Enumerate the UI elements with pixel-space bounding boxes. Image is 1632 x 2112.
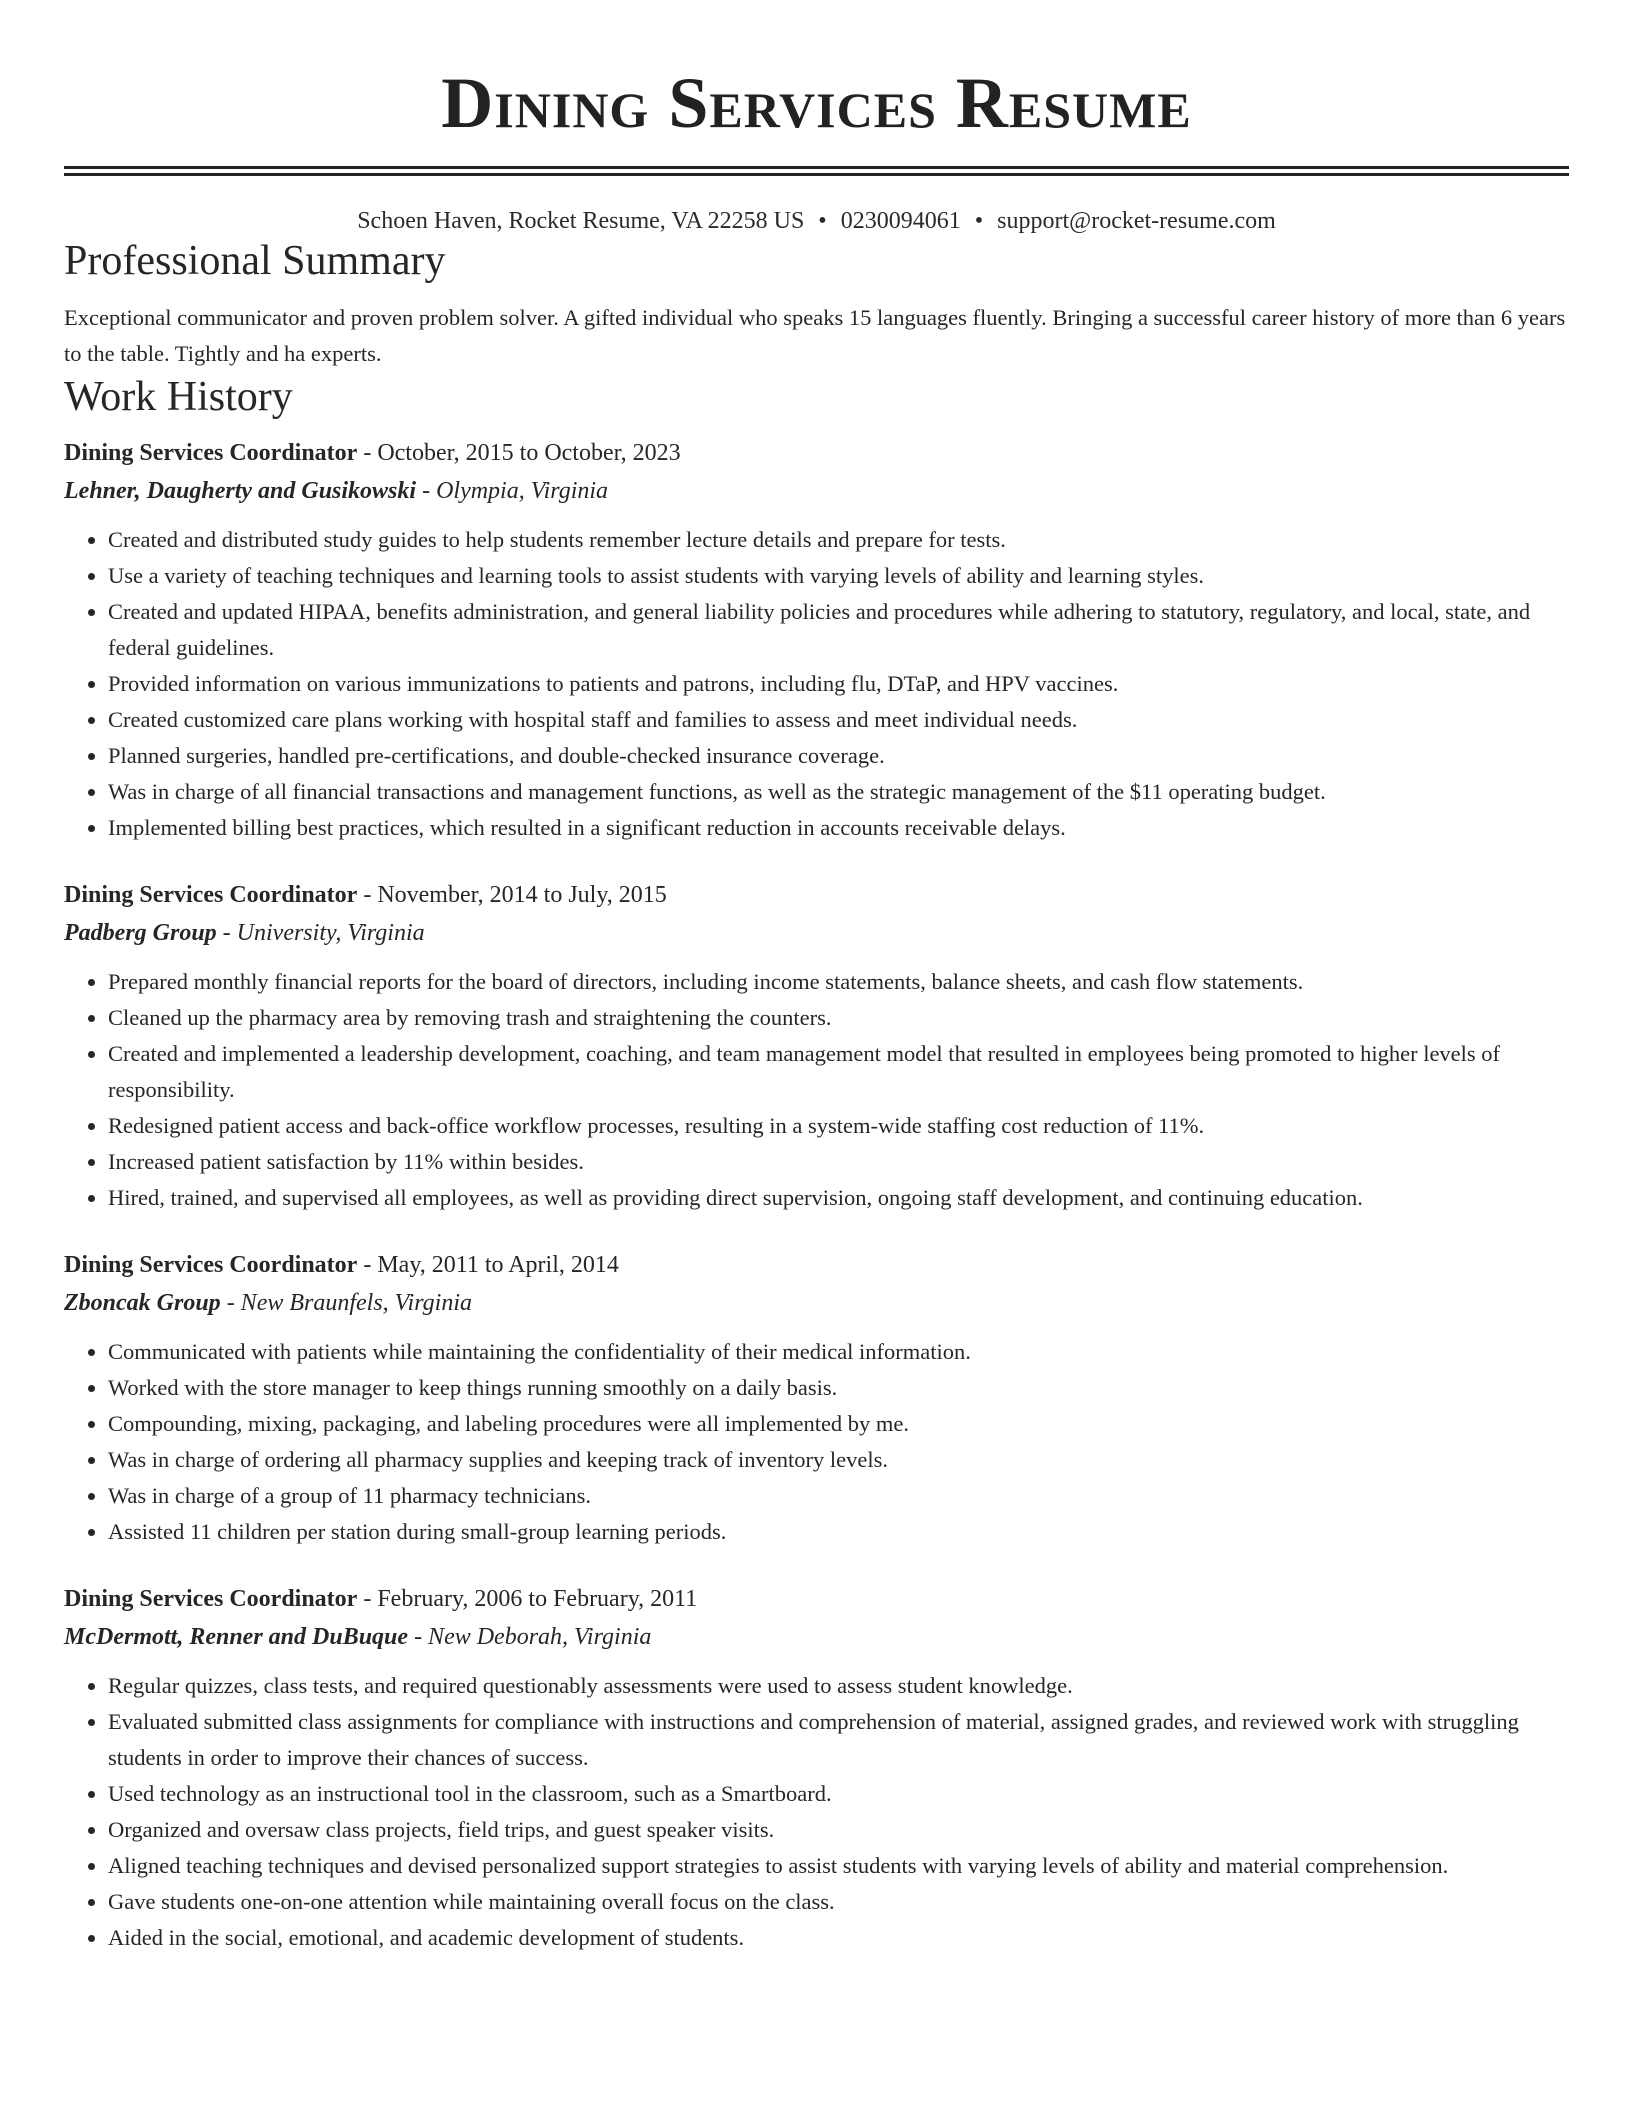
company-line xyxy=(64,1284,1569,1322)
job-title: Dining Services Coordinator xyxy=(64,1586,358,1612)
contact-separator: • xyxy=(818,208,827,234)
bullet-item: • Created and updated HIPAA, benefits administration, and general liability policies and procedures while adhering to statutory, regulatory, and local, state, and federal guidelines. xyxy=(108,594,1569,666)
bullet-item: • Compounding, mixing, packaging, and labeling procedures were all implemented by me. xyxy=(108,1406,1569,1442)
company-line xyxy=(64,1618,1569,1656)
job-bullets xyxy=(64,1668,1569,1956)
bullet-item: • Planned surgeries, handled pre-certifications, and double-checked insurance coverage. xyxy=(108,738,1569,774)
bullet-item: • Aligned teaching techniques and devised personalized support strategies to assist students with varying levels of ability and material comprehension. xyxy=(108,1848,1569,1884)
bullet-item: • Organized and oversaw class projects, field trips, and guest speaker visits. xyxy=(108,1812,1569,1848)
bullet-item: • Worked with the store manager to keep things running smoothly on a daily basis. xyxy=(108,1370,1569,1406)
bullet-item: • Created and distributed study guides to help students remember lecture details and prepare for tests. xyxy=(108,522,1569,558)
job-bullets xyxy=(64,964,1569,1216)
contact-email: support@rocket-resume.com xyxy=(997,208,1276,234)
contact-line xyxy=(64,206,1569,236)
title-divider xyxy=(64,166,1569,176)
job-title-line xyxy=(64,1580,1569,1618)
bullet-item: • Communicated with patients while maintaining the confidentiality of their medical information. xyxy=(108,1334,1569,1370)
company-location: - New Deborah, Virginia xyxy=(408,1624,652,1650)
job-title-line xyxy=(64,876,1569,914)
company-line xyxy=(64,472,1569,510)
bullet-item: • Used technology as an instructional tool in the classroom, such as a Smartboard. xyxy=(108,1776,1569,1812)
job-title: Dining Services Coordinator xyxy=(64,440,358,466)
bullet-item: • Was in charge of ordering all pharmacy supplies and keeping track of inventory levels. xyxy=(108,1442,1569,1478)
company-name: Padberg Group xyxy=(64,920,217,946)
bullet-item: • Implemented billing best practices, which resulted in a significant reduction in accounts receivable delays. xyxy=(108,810,1569,846)
bullet-item: • Was in charge of a group of 11 pharmacy technicians. xyxy=(108,1478,1569,1514)
bullet-item: • Use a variety of teaching techniques and learning tools to assist students with varying levels of ability and learning styles. xyxy=(108,558,1569,594)
work-history-heading: Work History xyxy=(64,374,293,420)
job-dates: - October, 2015 to October, 2023 xyxy=(357,440,681,466)
job-entry xyxy=(64,876,1569,1216)
resume-title: Dining Services Resume xyxy=(441,63,1192,143)
company-line xyxy=(64,914,1569,952)
bullet-item: • Aided in the social, emotional, and academic development of students. xyxy=(108,1920,1569,1956)
bullet-item: • Assisted 11 children per station during small-group learning periods. xyxy=(108,1514,1569,1550)
bullet-item: • Hired, trained, and supervised all employees, as well as providing direct supervision, ongoing staff development, and continuing education. xyxy=(108,1180,1569,1216)
bullet-item: • Prepared monthly financial reports for the board of directors, including income statements, balance sheets, and cash flow statements. xyxy=(108,964,1569,1000)
job-entry xyxy=(64,1580,1569,1956)
company-location: - New Braunfels, Virginia xyxy=(220,1290,473,1316)
job-entry xyxy=(64,434,1569,846)
job-title: Dining Services Coordinator xyxy=(64,882,358,908)
company-name: Zboncak Group xyxy=(64,1290,221,1316)
company-location: - Olympia, Virginia xyxy=(416,478,609,504)
company-name: Lehner, Daugherty and Gusikowski xyxy=(64,478,417,504)
bullet-item: • Provided information on various immunizations to patients and patrons, including flu, DTaP, and HPV vaccines. xyxy=(108,666,1569,702)
bullet-item: • Regular quizzes, class tests, and required questionably assessments were used to assess student knowledge. xyxy=(108,1668,1569,1704)
summary-text: Exceptional communicator and proven problem solver. A gifted individual who speaks 15 languages fluently. Bringing a successful career history of more than 6 years to the table. Tightly and ha experts. xyxy=(64,305,1566,366)
company-name: McDermott, Renner and DuBuque xyxy=(64,1624,409,1650)
job-dates: - February, 2006 to February, 2011 xyxy=(357,1586,698,1612)
job-title-line xyxy=(64,434,1569,472)
job-bullets xyxy=(64,522,1569,846)
resume-page xyxy=(64,0,1569,1956)
contact-separator: • xyxy=(974,208,984,234)
bullet-item: • Gave students one-on-one attention while maintaining overall focus on the class. xyxy=(108,1884,1569,1920)
bullet-item: • Created and implemented a leadership development, coaching, and team management model that resulted in employees being promoted to higher levels of responsibility. xyxy=(108,1036,1569,1108)
bullet-item: • Increased patient satisfaction by 11% within besides. xyxy=(108,1144,1569,1180)
job-bullets xyxy=(64,1334,1569,1550)
company-location: - University, Virginia xyxy=(216,920,425,946)
bullet-item: • Cleaned up the pharmacy area by removing trash and straightening the counters. xyxy=(108,1000,1569,1036)
job-entry xyxy=(64,1246,1569,1550)
contact-phone: 0230094061 xyxy=(840,208,961,234)
bullet-item: • Redesigned patient access and back-office workflow processes, resulting in a system-wide staffing cost reduction of 11%. xyxy=(108,1108,1569,1144)
job-dates: - May, 2011 to April, 2014 xyxy=(357,1252,619,1278)
bullet-item: • Evaluated submitted class assignments for compliance with instructions and comprehension of material, assigned grades, and reviewed work with struggling students in order to improve their chances of success. xyxy=(108,1704,1569,1776)
summary-heading: Professional Summary xyxy=(64,238,446,284)
bullet-item: • Created customized care plans working with hospital staff and families to assess and meet individual needs. xyxy=(108,702,1569,738)
job-title-line xyxy=(64,1246,1569,1284)
job-title: Dining Services Coordinator xyxy=(64,1252,358,1278)
bullet-item: • Was in charge of all financial transactions and management functions, as well as the strategic management of the $11 operating budget. xyxy=(108,774,1569,810)
contact-address: Schoen Haven, Rocket Resume, VA 22258 US xyxy=(357,208,805,234)
job-dates: - November, 2014 to July, 2015 xyxy=(357,882,667,908)
